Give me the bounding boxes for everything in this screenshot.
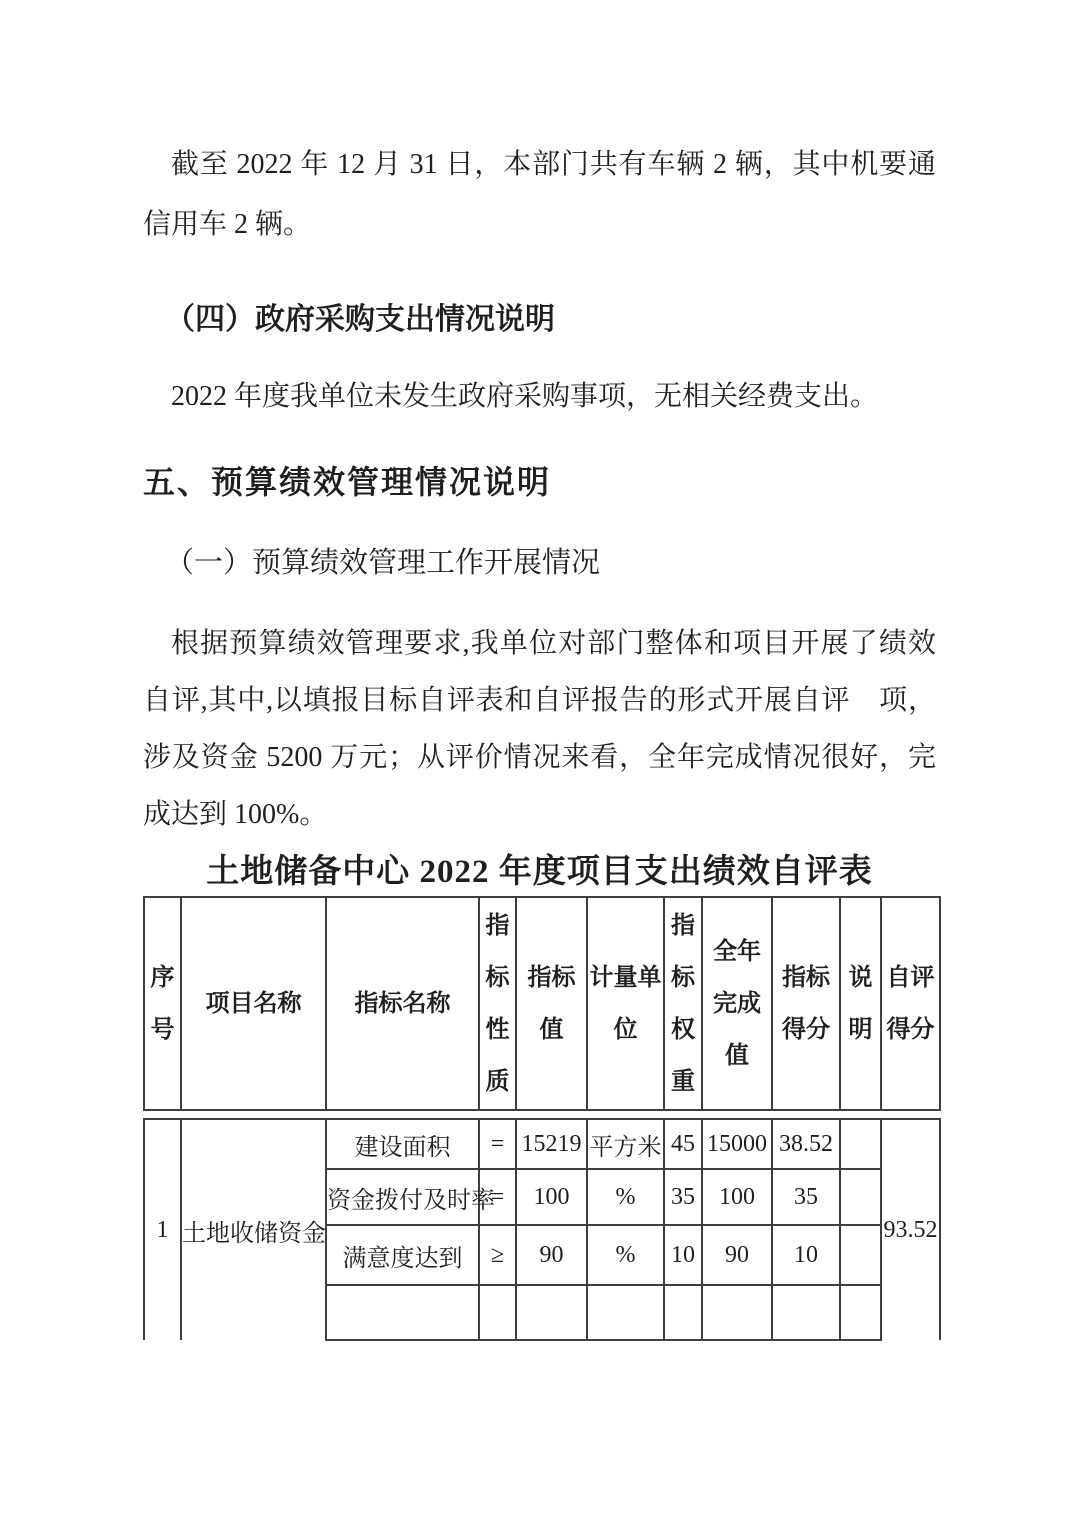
cell-nature: ≥ xyxy=(479,1225,516,1285)
table-row xyxy=(144,1119,940,1169)
heading-procurement-section: （四）政府采购支出情况说明 xyxy=(165,303,555,336)
cell-unit: 平方米 xyxy=(587,1119,664,1169)
cell-target: 15219 xyxy=(516,1119,587,1169)
cell-target xyxy=(516,1285,587,1340)
cell-note xyxy=(840,1169,881,1225)
cell-weight: 45 xyxy=(664,1119,702,1169)
cell-completed xyxy=(702,1285,772,1340)
cell-project-name: 土地收储资金 xyxy=(181,1119,326,1340)
cell-note xyxy=(840,1225,881,1285)
col-header-unit: 计量单位 xyxy=(587,897,664,1110)
cell-self-score: 93.52 xyxy=(881,1119,940,1340)
col-header-seq: 序号 xyxy=(144,897,181,1110)
cell-unit xyxy=(587,1285,664,1340)
heading-budget-performance: 五、预算绩效管理情况说明 xyxy=(143,464,552,500)
cell-note xyxy=(840,1285,881,1340)
cell-indicator: 建设面积 xyxy=(326,1119,479,1169)
col-header-indicator-name: 指标名称 xyxy=(326,897,479,1110)
cell-unit: % xyxy=(587,1169,664,1225)
col-header-note: 说明 xyxy=(840,897,881,1110)
paragraph-line: 涉及资金 5200 万元；从评价情况来看，全年完成情况很好，完 xyxy=(143,742,936,773)
col-header-weight: 指标权重 xyxy=(664,897,702,1110)
col-header-completed-value: 全年完成值 xyxy=(702,897,772,1110)
cell-target: 100 xyxy=(516,1169,587,1225)
cell-indicator: 资金拨付及时率 xyxy=(326,1169,479,1225)
cell-indicator xyxy=(326,1285,479,1340)
cell-completed: 15000 xyxy=(702,1119,772,1169)
paragraph-line: 成达到 100%。 xyxy=(143,799,328,830)
paragraph-line: 截至 2022 年 12 月 31 日，本部门共有车辆 2 辆，其中机要通 xyxy=(171,149,936,180)
header-row xyxy=(144,897,940,1110)
subheading-performance-work: （一）预算绩效管理工作开展情况 xyxy=(165,547,601,579)
cell-score: 10 xyxy=(772,1225,840,1285)
paragraph-line: 信用车 2 辆。 xyxy=(143,209,312,240)
cell-weight xyxy=(664,1285,702,1340)
cell-score: 35 xyxy=(772,1169,840,1225)
cell-nature: = xyxy=(479,1169,516,1225)
col-header-project-name: 项目名称 xyxy=(181,897,326,1110)
paragraph-performance xyxy=(143,615,936,843)
cell-score xyxy=(772,1285,840,1340)
cell-weight: 35 xyxy=(664,1169,702,1225)
col-header-self-score: 自评得分 xyxy=(881,897,940,1110)
cell-nature: = xyxy=(479,1119,516,1169)
cell-completed: 100 xyxy=(702,1169,772,1225)
page-break-gap xyxy=(143,1111,936,1118)
table-body xyxy=(143,1118,941,1341)
paragraph-vehicles xyxy=(143,135,936,255)
col-header-indicator-score: 指标得分 xyxy=(772,897,840,1110)
page-content xyxy=(143,0,936,1341)
cell-indicator: 满意度达到 xyxy=(326,1225,479,1285)
paragraph-line: 根据预算绩效管理要求,我单位对部门整体和项目开展了绩效 xyxy=(171,628,936,659)
paragraph-procurement: 2022 年度我单位未发生政府采购事项，无相关经费支出。 xyxy=(171,381,879,412)
table-title: 土地储备中心 2022 年度项目支出绩效自评表 xyxy=(206,854,873,890)
col-header-indicator-nature: 指标性质 xyxy=(479,897,516,1110)
col-header-indicator-target: 指标值 xyxy=(516,897,587,1110)
paragraph-line: 自评,其中,以填报目标自评表和自评报告的形式开展自评 项， xyxy=(143,685,936,716)
performance-self-evaluation-table xyxy=(143,896,936,1341)
cell-target: 90 xyxy=(516,1225,587,1285)
cell-score: 38.52 xyxy=(772,1119,840,1169)
cell-note xyxy=(840,1119,881,1169)
cell-unit: % xyxy=(587,1225,664,1285)
cell-completed: 90 xyxy=(702,1225,772,1285)
table-header xyxy=(143,896,941,1111)
cell-nature xyxy=(479,1285,516,1340)
cell-weight: 10 xyxy=(664,1225,702,1285)
cell-seq: 1 xyxy=(144,1119,181,1340)
